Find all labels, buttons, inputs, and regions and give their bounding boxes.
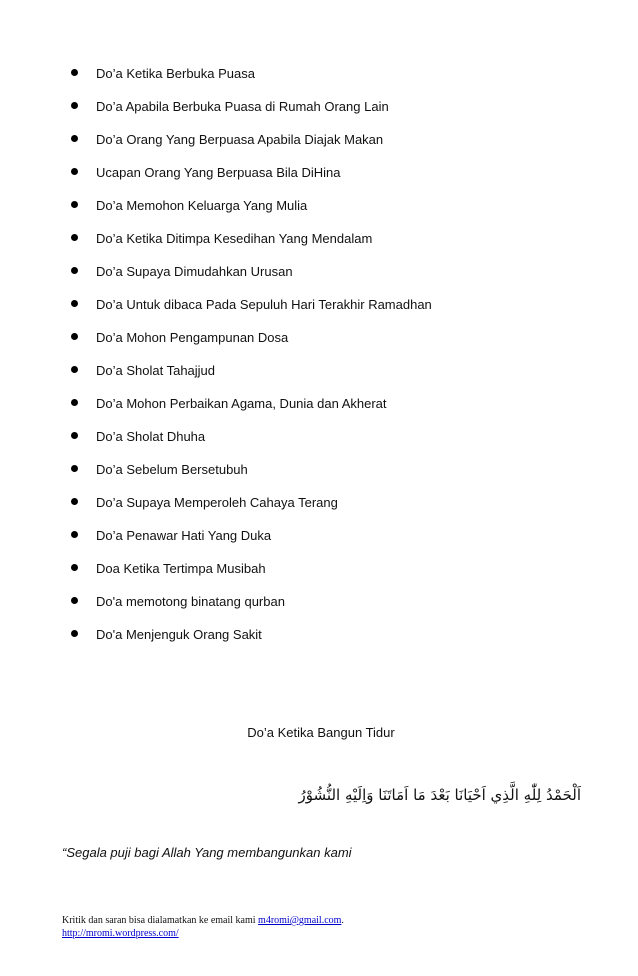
footer-line-2: [62, 927, 344, 940]
list-item: [0, 196, 638, 229]
bullet-icon: [71, 432, 78, 439]
bullet-icon: [71, 630, 78, 637]
list-item: [0, 361, 638, 394]
list-item: [0, 64, 638, 97]
bullet-icon: [71, 267, 78, 274]
list-item-label: Ucapan Orang Yang Berpuasa Bila DiHina: [96, 165, 341, 180]
list-item-label: Do’a Ketika Berbuka Puasa: [96, 66, 255, 81]
footer-url-link[interactable]: http://mromi.wordpress.com/: [62, 928, 179, 939]
section-title: Do’a Ketika Bangun Tidur: [247, 725, 395, 740]
list-item: [0, 559, 638, 592]
list-item: [0, 460, 638, 493]
list-item: [0, 625, 638, 658]
bullet-icon: [71, 366, 78, 373]
footer: [62, 914, 344, 940]
arabic-prayer-text: اَلْحَمْدُ لِلّٰهِ الَّذِي اَحْيَانَا بَعْدَ مَا اَمَاتَنَا وَاِلَيْهِ النُّشُوْرُ: [298, 786, 581, 804]
list-item: [0, 493, 638, 526]
list-item-label: Do'a memotong binatang qurban: [96, 594, 285, 609]
list-item: [0, 262, 638, 295]
list-item: [0, 130, 638, 163]
list-item-label: Do’a Untuk dibaca Pada Sepuluh Hari Terakhir Ramadhan: [96, 297, 432, 312]
list-item: [0, 163, 638, 196]
list-item-label: Do’a Ketika Ditimpa Kesedihan Yang Mendalam: [96, 231, 373, 246]
bullet-icon: [71, 201, 78, 208]
bullet-icon: [71, 465, 78, 472]
list-item: [0, 97, 638, 130]
bullet-icon: [71, 234, 78, 241]
footer-line-1: [62, 914, 344, 927]
list-item-label: Do'a Menjenguk Orang Sakit: [96, 627, 262, 642]
list-item-label: Do’a Supaya Memperoleh Cahaya Terang: [96, 495, 338, 510]
list-item-label: Do’a Penawar Hati Yang Duka: [96, 528, 272, 543]
list-item-label: Do’a Sebelum Bersetubuh: [96, 462, 248, 477]
list-item-label: Do’a Mohon Perbaikan Agama, Dunia dan Akherat: [96, 396, 387, 411]
list-item: [0, 526, 638, 559]
list-item-label: Do’a Supaya Dimudahkan Urusan: [96, 264, 293, 279]
bullet-icon: [71, 531, 78, 538]
list-item-label: Do’a Memohon Keluarga Yang Mulia: [96, 198, 308, 213]
bullet-icon: [71, 333, 78, 340]
list-item: [0, 295, 638, 328]
bullet-icon: [71, 102, 78, 109]
list-item: [0, 427, 638, 460]
list-item-label: Do’a Apabila Berbuka Puasa di Rumah Orang Lain: [96, 99, 389, 114]
bullet-icon: [71, 564, 78, 571]
list-item: [0, 229, 638, 262]
bullet-icon: [71, 300, 78, 307]
list-item-label: Do’a Sholat Dhuha: [96, 429, 206, 444]
list-item-label: Do’a Orang Yang Berpuasa Apabila Diajak Makan: [96, 132, 384, 147]
list-item: [0, 328, 638, 361]
list-item: [0, 592, 638, 625]
bullet-icon: [71, 399, 78, 406]
list-item-label: Do’a Mohon Pengampunan Dosa: [96, 330, 289, 345]
bullet-icon: [71, 498, 78, 505]
footer-text: Kritik dan saran bisa dialamatkan ke email kami: [62, 915, 259, 926]
list-item: [0, 394, 638, 427]
prayer-translation: “Segala puji bagi Allah Yang membangunkan kami: [62, 845, 352, 860]
bullet-icon: [71, 597, 78, 604]
list-item-label: Doa Ketika Tertimpa Musibah: [96, 561, 266, 576]
bullet-icon: [71, 135, 78, 142]
footer-period: .: [341, 915, 344, 926]
list-item-label: Do’a Sholat Tahajjud: [96, 363, 216, 378]
bullet-icon: [71, 168, 78, 175]
doa-bullet-list: [0, 64, 638, 658]
footer-email-link[interactable]: m4romi@gmail.com: [258, 915, 342, 926]
bullet-icon: [71, 69, 78, 76]
